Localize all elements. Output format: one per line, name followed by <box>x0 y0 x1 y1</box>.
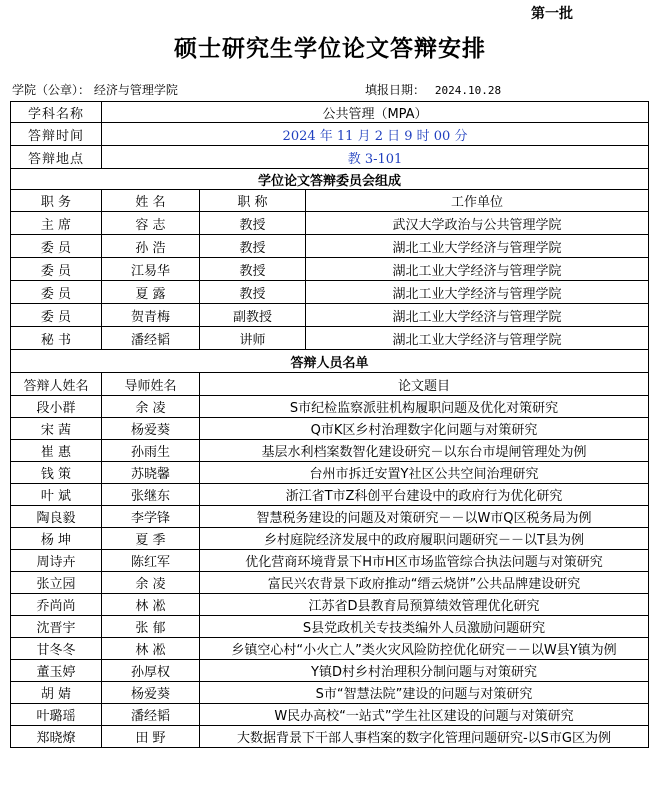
report-date: 2024.10.28 <box>434 84 502 97</box>
defender-thesis: S县党政机关专技类编外人员激励问题研究 <box>200 616 649 638</box>
defender-row <box>11 462 649 484</box>
defenders-header-student: 答辩人姓名 <box>11 373 102 396</box>
committee-org: 湖北工业大学经济与管理学院 <box>306 304 649 327</box>
subject-label: 学科名称 <box>11 102 102 123</box>
defender-thesis: S市纪检监察派驻机构履职问题及优化对策研究 <box>200 396 649 418</box>
committee-org: 湖北工业大学经济与管理学院 <box>306 281 649 304</box>
committee-name: 江易华 <box>102 258 200 281</box>
time-label: 答辩时间 <box>11 123 102 146</box>
defender-advisor: 余 凌 <box>102 572 200 594</box>
college-label: 学院（公章）： <box>12 83 91 97</box>
defender-thesis: W民办高校“一站式”学生社区建设的问题与对策研究 <box>200 704 649 726</box>
committee-name: 容 志 <box>102 212 200 235</box>
place-label: 答辩地点 <box>11 146 102 169</box>
committee-row <box>11 212 649 235</box>
defender-thesis: 乡镇空心村“小火亡人”类火灾风险防控优化研究－－以W县Y镇为例 <box>200 638 649 660</box>
defender-advisor: 夏 季 <box>102 528 200 550</box>
committee-name: 夏 露 <box>102 281 200 304</box>
defender-thesis: S市“智慧法院”建设的问题与对策研究 <box>200 682 649 704</box>
committee-role: 主 席 <box>11 212 102 235</box>
defender-row <box>11 594 649 616</box>
defender-student: 叶 斌 <box>11 484 102 506</box>
defender-student: 胡 婧 <box>11 682 102 704</box>
defenders-section-row <box>11 350 649 373</box>
defender-row <box>11 418 649 440</box>
time-row <box>11 123 649 146</box>
defender-thesis: 优化营商环境背景下H市H区市场监管综合执法问题与对策研究 <box>200 550 649 572</box>
defender-advisor: 张 郁 <box>102 616 200 638</box>
defender-student: 叶璐瑶 <box>11 704 102 726</box>
defenders-header-row <box>11 373 649 396</box>
defender-row <box>11 506 649 528</box>
committee-role: 委 员 <box>11 281 102 304</box>
defenders-header-thesis: 论文题目 <box>200 373 649 396</box>
defender-row <box>11 396 649 418</box>
defender-student: 周诗卉 <box>11 550 102 572</box>
defense-schedule-table <box>10 101 649 748</box>
defender-student: 段小群 <box>11 396 102 418</box>
college-name: 经济与管理学院 <box>93 83 178 97</box>
defender-row <box>11 484 649 506</box>
defender-thesis: 乡村庭院经济发展中的政府履职问题研究－－以T县为例 <box>200 528 649 550</box>
defender-row <box>11 704 649 726</box>
defender-row <box>11 528 649 550</box>
date-line <box>365 81 501 98</box>
defender-advisor: 余 凌 <box>102 396 200 418</box>
defender-row <box>11 440 649 462</box>
defender-thesis: 基层水利档案数智化建设研究－以东台市堤闸管理处为例 <box>200 440 649 462</box>
committee-rank: 教授 <box>200 235 306 258</box>
committee-role: 委 员 <box>11 258 102 281</box>
committee-header-role: 职 务 <box>11 190 102 212</box>
committee-section-title: 学位论文答辩委员会组成 <box>11 169 649 190</box>
defender-advisor: 杨爱葵 <box>102 418 200 440</box>
defender-row <box>11 616 649 638</box>
defender-student: 崔 惠 <box>11 440 102 462</box>
committee-rank: 教授 <box>200 281 306 304</box>
defender-row <box>11 638 649 660</box>
defender-student: 郑晓燎 <box>11 726 102 748</box>
committee-rank: 教授 <box>200 212 306 235</box>
committee-row <box>11 258 649 281</box>
defender-student: 宋 茜 <box>11 418 102 440</box>
defender-advisor: 田 野 <box>102 726 200 748</box>
defender-advisor: 杨爱葵 <box>102 682 200 704</box>
defender-row <box>11 726 649 748</box>
committee-name: 贺青梅 <box>102 304 200 327</box>
defender-student: 陶良毅 <box>11 506 102 528</box>
defender-advisor: 张继东 <box>102 484 200 506</box>
subject-value: 公共管理（MPA） <box>102 102 649 123</box>
defender-student: 董玉婷 <box>11 660 102 682</box>
page-title: 硕士研究生学位论文答辩安排 <box>174 36 486 62</box>
defender-row <box>11 660 649 682</box>
committee-name: 孙 浩 <box>102 235 200 258</box>
committee-section-row <box>11 169 649 190</box>
defender-student: 甘冬冬 <box>11 638 102 660</box>
committee-role: 秘 书 <box>11 327 102 350</box>
committee-org: 湖北工业大学经济与管理学院 <box>306 258 649 281</box>
defender-advisor: 潘经韬 <box>102 704 200 726</box>
defender-thesis: 富民兴农背景下政府推动“缙云烧饼”公共品牌建设研究 <box>200 572 649 594</box>
defender-advisor: 陈红军 <box>102 550 200 572</box>
defender-thesis: 台州市拆迁安置Y社区公共空间治理研究 <box>200 462 649 484</box>
defender-advisor: 林 凇 <box>102 638 200 660</box>
committee-row <box>11 235 649 258</box>
defender-thesis: 智慧税务建设的问题及对策研究－－以W市Q区税务局为例 <box>200 506 649 528</box>
defender-advisor: 李学锋 <box>102 506 200 528</box>
committee-row <box>11 281 649 304</box>
place-row <box>11 146 649 169</box>
defenders-section-title: 答辩人员名单 <box>11 350 649 373</box>
committee-header-org: 工作单位 <box>306 190 649 212</box>
defender-row <box>11 550 649 572</box>
defender-advisor: 苏晓馨 <box>102 462 200 484</box>
defender-student: 杨 坤 <box>11 528 102 550</box>
committee-name: 潘经韬 <box>102 327 200 350</box>
college-line <box>12 81 178 98</box>
defender-thesis: 大数据背景下干部人事档案的数字化管理问题研究-以S市G区为例 <box>200 726 649 748</box>
batch-label: 第一批 <box>531 6 573 22</box>
defender-thesis: 江苏省D县教育局预算绩效管理优化研究 <box>200 594 649 616</box>
defender-row <box>11 682 649 704</box>
defender-student: 乔尚尚 <box>11 594 102 616</box>
defender-advisor: 孙厚权 <box>102 660 200 682</box>
committee-rank: 讲师 <box>200 327 306 350</box>
committee-header-row <box>11 190 649 212</box>
defender-row <box>11 572 649 594</box>
subject-row <box>11 102 649 123</box>
defender-student: 沈晋宇 <box>11 616 102 638</box>
committee-header-rank: 职 称 <box>200 190 306 212</box>
committee-org: 湖北工业大学经济与管理学院 <box>306 235 649 258</box>
committee-role: 委 员 <box>11 304 102 327</box>
committee-org: 武汉大学政治与公共管理学院 <box>306 212 649 235</box>
committee-role: 委 员 <box>11 235 102 258</box>
committee-org: 湖北工业大学经济与管理学院 <box>306 327 649 350</box>
defender-thesis: Y镇D村乡村治理积分制问题与对策研究 <box>200 660 649 682</box>
defender-advisor: 林 凇 <box>102 594 200 616</box>
defender-student: 张立园 <box>11 572 102 594</box>
date-label: 填报日期： <box>365 83 426 97</box>
committee-rank: 副教授 <box>200 304 306 327</box>
committee-header-name: 姓 名 <box>102 190 200 212</box>
defender-thesis: 浙江省T市Z科创平台建设中的政府行为优化研究 <box>200 484 649 506</box>
defender-thesis: Q市K区乡村治理数字化问题与对策研究 <box>200 418 649 440</box>
committee-row <box>11 304 649 327</box>
defender-student: 钱 策 <box>11 462 102 484</box>
place-value: 教 3-101 <box>102 146 649 169</box>
committee-rank: 教授 <box>200 258 306 281</box>
time-value: 2024 年 11 月 2 日 9 时 00 分 <box>102 123 649 146</box>
defender-advisor: 孙雨生 <box>102 440 200 462</box>
defenders-header-advisor: 导师姓名 <box>102 373 200 396</box>
committee-row <box>11 327 649 350</box>
